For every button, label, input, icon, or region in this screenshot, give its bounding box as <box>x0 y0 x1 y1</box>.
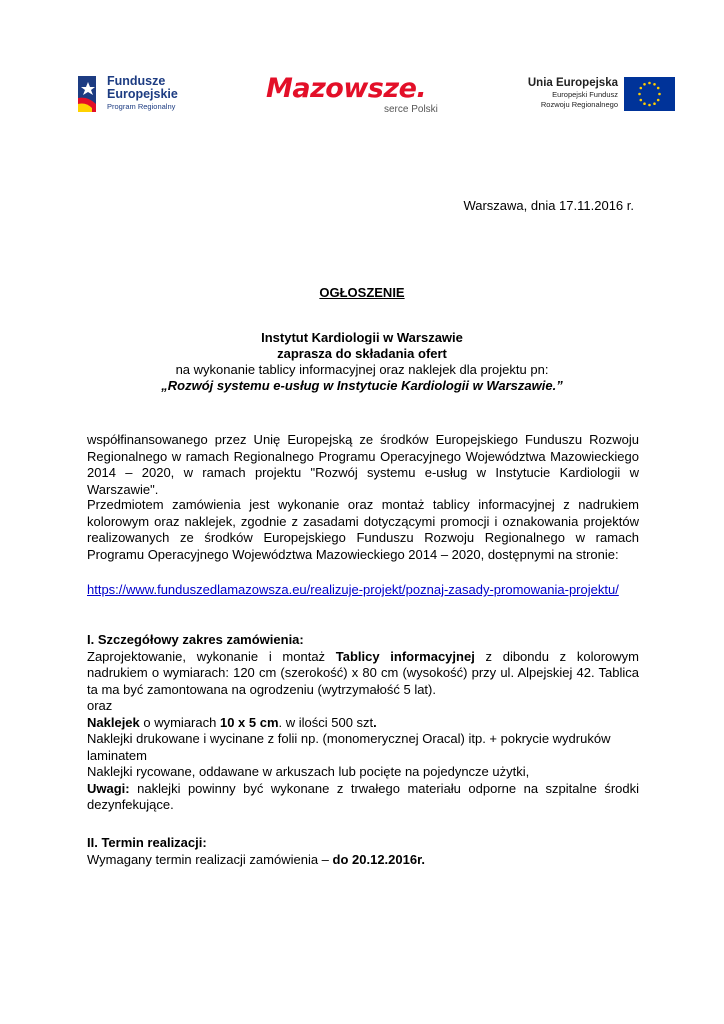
fe-line1: Fundusze <box>107 74 166 88</box>
mazowsze-word: Mazowsze. <box>266 73 427 104</box>
sticker-bold: Naklejek <box>87 714 140 730</box>
fe-line3: Program Regionalny <box>107 102 176 111</box>
sticker-size: 10 x 5 cm <box>219 714 279 730</box>
board-pre: Zaprojektowanie, wykonanie i montaż <box>87 648 336 664</box>
section-scope <box>87 632 639 814</box>
ue-line2: Europejski Fundusz <box>552 90 618 99</box>
task-line: na wykonanie tablicy informacyjnej oraz naklejek dla projektu pn: <box>175 362 549 377</box>
notes-label: Uwagi: <box>87 780 130 796</box>
unia-europejska-logo <box>520 76 675 116</box>
mazowsze-tagline: serce Polski <box>384 104 438 115</box>
institute-block <box>0 330 724 394</box>
eu-flag-icon <box>624 77 675 111</box>
ue-line3: Rozwoju Regionalnego <box>540 100 618 109</box>
fe-line2: Europejskie <box>107 87 178 101</box>
fundusze-europejskie-logo <box>74 72 194 118</box>
notes-text: naklejki powinny być wykonane z trwałego materiału odporne na szpitalne środki dezynfekujące. <box>87 780 639 812</box>
deadline-date: do 20.12.2016r. <box>332 851 426 867</box>
invite-line: zaprasza do składania ofert <box>277 346 447 361</box>
project-name: „Rozwój systemu e-usług w Instytucie Kardiologii w Warszawie.” <box>161 378 563 393</box>
scope-heading: I. Szczegółowy zakres zamówienia: <box>87 632 304 647</box>
board-description <box>87 649 639 699</box>
section-deadline <box>87 835 639 868</box>
sticker-description <box>87 715 639 732</box>
sticker-dot: . <box>373 714 377 730</box>
document-title: OGŁOSZENIE <box>319 285 405 300</box>
mazowsze-logo <box>266 74 456 118</box>
oraz-line: oraz <box>87 698 113 713</box>
notes <box>87 781 639 814</box>
institute-name: Instytut Kardiologii w Warszawie <box>261 330 463 345</box>
cofinancing-paragraph: współfinansowanego przez Unię Europejską ze środków Europejskiego Funduszu Rozwoju Regionalnego w ramach Regionalnego Programu Operacyjnego Województwa Mazowieckiego 2014 – 2020, w ramach projektu "Rozwój systemu e-usług w Instytucie Kardiologii w Warszawie". <box>87 432 639 497</box>
sticker-cut-line: Naklejki rycowane, oddawane w arkuszach lub pocięte na pojedyncze użytki, <box>87 764 530 779</box>
sticker-mid: o wymiarach <box>139 714 220 730</box>
sticker-post: . w ilości 500 szt <box>278 714 374 730</box>
board-bold: Tablicy informacyjnej <box>335 648 475 664</box>
ue-line1: Unia Europejska <box>527 77 618 89</box>
document-date: Warszawa, dnia 17.11.2016 r. <box>463 198 634 213</box>
header-logos <box>0 66 724 126</box>
subject-paragraph: Przedmiotem zamówienia jest wykonanie oraz montaż tablicy informacyjnej z nadrukiem kolorowym oraz naklejek, zgodnie z zasadami dotyczącymi promocji i oznakowania projektów realizowanych ze środków Europejskiego Funduszu Rozwoju Regionalnego w ramach Programu Operacyjnego Województwa Mazowieckiego 2014 – 2020, dostępnymi na stronie: <box>87 497 639 562</box>
sticker-print-line: Naklejki drukowane i wycinane z folii np. (monomerycznej Oracal) itp. + pokrycie wydruków laminatem <box>87 731 611 763</box>
deadline-heading: II. Termin realizacji: <box>87 835 207 850</box>
deadline-text: Wymagany termin realizacji zamówienia – <box>87 851 333 867</box>
deadline-line <box>87 852 639 869</box>
board-post: z dibondu z kolorowym nadrukiem o wymiarach: 120 cm (szerokość) x 80 cm (wysokość) przy ul. Alpejskiej 42. Tablica ta ma być zamontowana na ogrodzeniu (wytrzymałość 5 lat). <box>87 648 640 697</box>
fe-star-icon <box>74 72 104 116</box>
promotion-rules-link[interactable]: https://www.funduszedlamazowsza.eu/realizuje-projekt/poznaj-zasady-promowania-projektu/ <box>87 582 619 597</box>
